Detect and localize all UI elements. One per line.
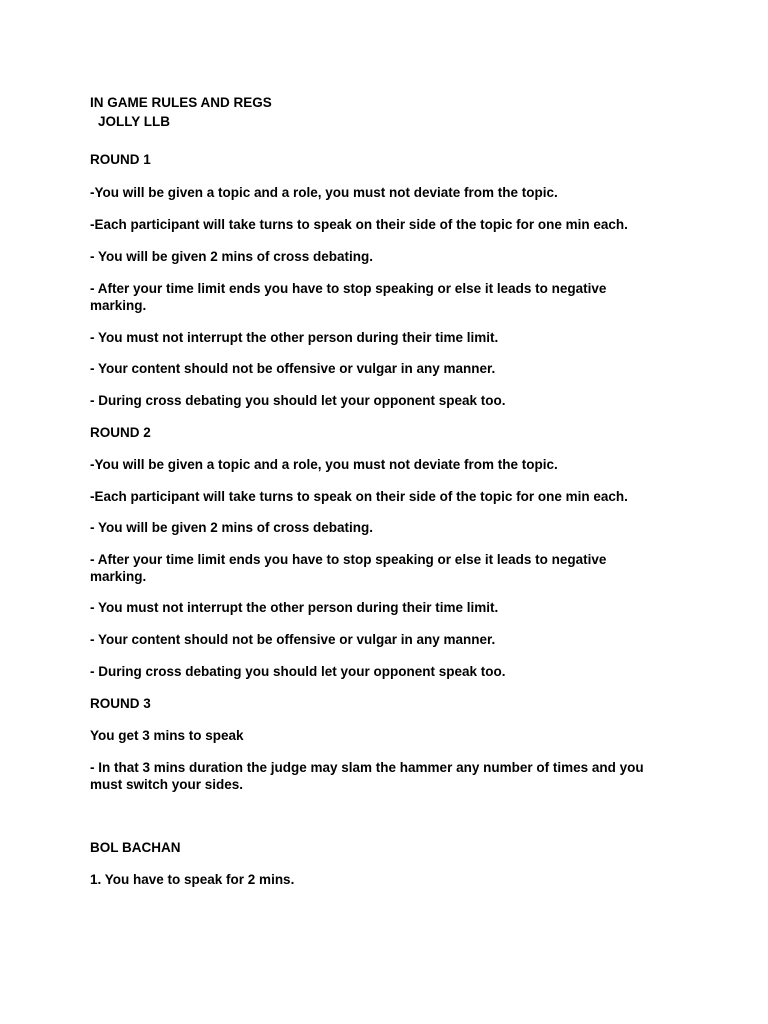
- event-title-jolly-llb: JOLLY LLB: [98, 114, 171, 129]
- bol-bachan-rule: 1. You have to speak for 2 mins.: [90, 872, 295, 887]
- round-1-rule: - Your content should not be offensive or vulgar in any manner.: [90, 361, 496, 376]
- round-3-intro: You get 3 mins to speak: [90, 728, 244, 743]
- round-1-rule: - After your time limit ends you have to stop speaking or else it leads to negative marking.: [90, 281, 611, 313]
- round-1-rule: - You will be given 2 mins of cross debating.: [90, 249, 374, 264]
- round-1-rule: - You must not interrupt the other person during their time limit.: [90, 330, 499, 345]
- round-3-rule: - In that 3 mins duration the judge may slam the hammer any number of times and you must switch your sides.: [90, 760, 648, 792]
- round-2-rule: - After your time limit ends you have to stop speaking or else it leads to negative marking.: [90, 552, 611, 584]
- document-title: IN GAME RULES AND REGS: [90, 95, 272, 110]
- round-3-heading: ROUND 3: [90, 696, 151, 711]
- round-2-rule: -Each participant will take turns to speak on their side of the topic for one min each.: [90, 489, 628, 504]
- event-title-bol-bachan: BOL BACHAN: [90, 840, 181, 855]
- round-1-heading: ROUND 1: [90, 152, 151, 167]
- round-1-rule: -You will be given a topic and a role, you must not deviate from the topic.: [90, 185, 558, 200]
- round-2-rule: - During cross debating you should let your opponent speak too.: [90, 664, 506, 679]
- round-1-rule: - During cross debating you should let your opponent speak too.: [90, 393, 506, 408]
- round-2-rule: - Your content should not be offensive or vulgar in any manner.: [90, 632, 496, 647]
- round-2-rule: - You will be given 2 mins of cross debating.: [90, 520, 374, 535]
- round-2-rule: - You must not interrupt the other person during their time limit.: [90, 600, 499, 615]
- round-1-rule: -Each participant will take turns to speak on their side of the topic for one min each.: [90, 217, 628, 232]
- round-2-heading: ROUND 2: [90, 425, 151, 440]
- round-2-rule: -You will be given a topic and a role, you must not deviate from the topic.: [90, 457, 558, 472]
